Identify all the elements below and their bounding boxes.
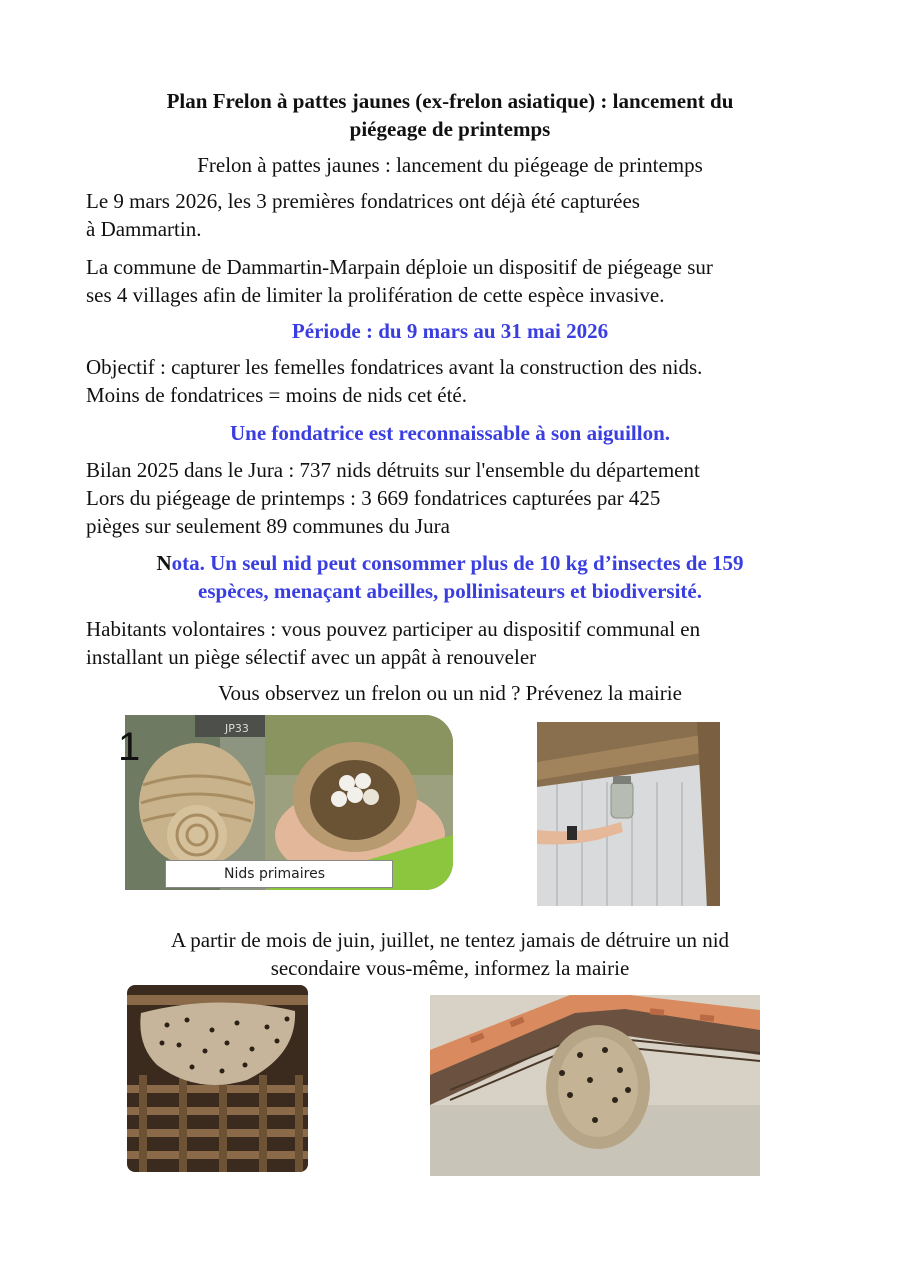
title-line-2: piégeage de printemps	[349, 117, 551, 141]
paragraph-first-captures-1: Le 9 mars 2026, les 3 premières fondatrices ont déjà été capturées	[86, 189, 640, 213]
bilan-line-3: pièges sur seulement 89 communes du Jura	[86, 514, 450, 538]
nota-text: ota. Un seul nid peut consommer plus de 10 kg d’insectes de 159	[171, 551, 744, 575]
roof-nest-photo	[430, 995, 760, 1176]
bilan-line-1: Bilan 2025 dans le Jura : 737 nids détruits sur l'ensemble du département	[86, 458, 700, 482]
summer-warning-1: A partir de mois de juin, juillet, ne tentez jamais de détruire un nid	[170, 928, 730, 952]
nota-prefix: N	[156, 551, 172, 575]
paragraph-deployment-2: ses 4 villages afin de limiter la prolifération de cette espèce invasive.	[86, 283, 665, 307]
figure-number: 1	[118, 725, 141, 769]
primary-nests-caption: Nids primaires	[165, 860, 393, 888]
objective-line-2: Moins de fondatrices = moins de nids cet été.	[86, 383, 468, 407]
volunteers-line-2: installant un piège sélectif avec un appât à renouveler	[86, 645, 537, 669]
title-line-1: Plan Frelon à pattes jaunes (ex-frelon asiatique) : lancement du	[166, 89, 734, 113]
summer-warning-2: secondaire vous-même, informez la mairie	[270, 956, 630, 980]
paragraph-deployment-1: La commune de Dammartin-Marpain déploie un dispositif de piégeage sur	[86, 255, 713, 279]
bilan-line-2: Lors du piégeage de printemps : 3 669 fondatrices capturées par 425	[86, 486, 661, 510]
sting-note: Une fondatrice est reconnaissable à son aiguillon.	[229, 421, 671, 445]
volunteers-line-1: Habitants volontaires : vous pouvez participer au dispositif communal en	[86, 617, 701, 641]
trapping-period: Période : du 9 mars au 31 mai 2026	[291, 319, 609, 343]
photo-tag: JP33	[225, 722, 249, 735]
trap-jar-photo	[537, 722, 720, 906]
nota-line-1	[0, 550, 900, 576]
secondary-nest-photo	[127, 985, 308, 1172]
nota-line-2: espèces, menaçant abeilles, pollinisateurs et biodiversité.	[198, 579, 702, 603]
objective-line-1: Objectif : capturer les femelles fondatrices avant la construction des nids.	[86, 355, 703, 379]
paragraph-first-captures-2: à Dammartin.	[86, 217, 202, 241]
observe-prompt: Vous observez un frelon ou un nid ? Prévenez la mairie	[218, 681, 682, 705]
subtitle: Frelon à pattes jaunes : lancement du piégeage de printemps	[197, 153, 703, 177]
